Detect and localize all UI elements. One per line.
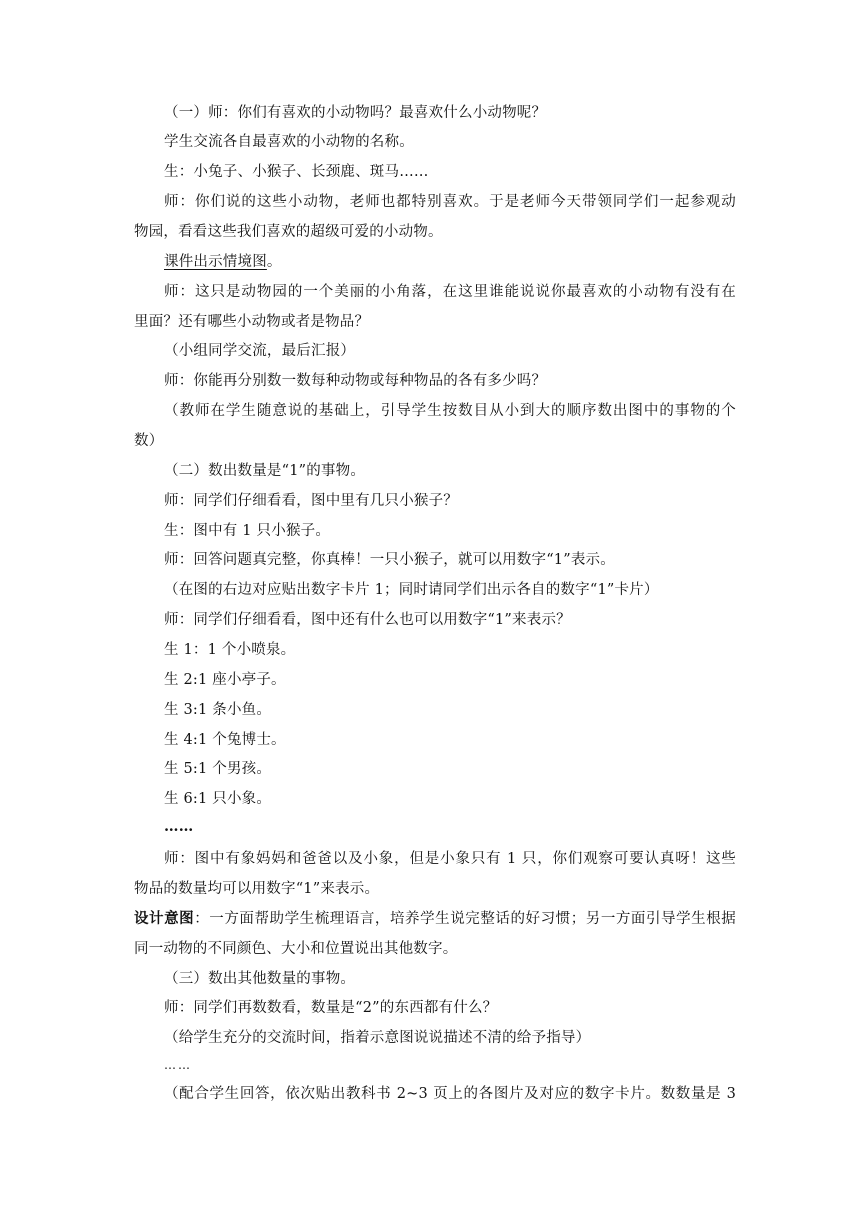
- ellipsis: ……: [164, 818, 194, 835]
- answer-line: 生 6:1 只小象。: [164, 791, 272, 807]
- paragraph: 师：你能再分别数一数每种动物或每种物品的各有多少吗？: [164, 373, 547, 389]
- design-intent-label: 设计意图: [134, 910, 195, 927]
- paragraph: （配合学生回答，依次贴出教科书 2~3 页上的各图片及对应的数字卡片。数数量是 3: [164, 1086, 736, 1102]
- paragraph: （小组同学交流，最后汇报）: [164, 343, 356, 359]
- answer-line: 生 5:1 个男孩。: [164, 761, 272, 777]
- paragraph: （给学生充分的交流时间，指着示意图说说描述不清的给予指导）: [164, 1030, 591, 1046]
- paragraph: 生：小兔子、小猴子、长颈鹿、斑马……: [164, 164, 429, 180]
- design-intent-text: ：一方面帮助学生梳理语言，培养学生说完整话的好习惯；另一方面引导学生根据: [194, 911, 736, 927]
- underlined-text: 课件出示情境图: [164, 254, 267, 270]
- paragraph: 师：回答问题真完整，你真棒！一只小猴子，就可以用数字“1”表示。: [164, 552, 615, 568]
- section-heading: （二）数出数量是“1”的事物。: [164, 463, 366, 479]
- ellipsis: ……: [164, 1058, 192, 1072]
- paragraph: 师：同学们再数数看，数量是“2”的东西都有什么？: [164, 1000, 498, 1016]
- paragraph: 师：你们说的这些小动物，老师也都特别喜欢。于是老师今天带领同学们一起参观动: [164, 194, 736, 210]
- paragraph-continuation: 同一动物的不同颜色、大小和位置说出其他数字。: [134, 941, 458, 957]
- paragraph: 师：同学们仔细看看，图中还有什么也可以用数字“1”来表示？: [164, 612, 571, 628]
- answer-line: 生 2:1 座小亭子。: [164, 672, 286, 688]
- paragraph: 生：图中有 1 只小猴子。: [164, 523, 331, 539]
- paragraph: （在图的右边对应贴出数字卡片 1；同时请同学们出示各自的数字“1”卡片）: [164, 582, 659, 598]
- answer-line: 生 1：1 个小喷泉。: [164, 642, 296, 658]
- paragraph-continuation: 物园，看看这些我们喜欢的超级可爱的小动物。: [134, 224, 443, 240]
- text: 。: [266, 254, 282, 270]
- paragraph-continuation: 数）: [134, 433, 164, 449]
- answer-line: 生 3:1 条小鱼。: [164, 702, 272, 718]
- paragraph: 师：同学们仔细看看，图中里有几只小猴子？: [164, 493, 458, 509]
- paragraph: （一）师：你们有喜欢的小动物吗？最喜欢什么小动物呢？: [164, 105, 547, 121]
- paragraph: 师：这只是动物园的一个美丽的小角落，在这里谁能说说你最喜欢的小动物有没有在: [164, 284, 736, 300]
- paragraph-continuation: 里面？还有哪些小动物或者是物品？: [134, 314, 370, 330]
- design-intent-line: [134, 909, 736, 929]
- paragraph: 师：图中有象妈妈和爸爸以及小象，但是小象只有 1 只，你们观察可要认真呀！这些: [164, 851, 736, 867]
- section-heading: （三）数出其他数量的事物。: [164, 971, 356, 987]
- courseware-line: [134, 252, 736, 272]
- answer-line: 生 4:1 个兔博士。: [164, 732, 286, 748]
- paragraph: 学生交流各自最喜欢的小动物的名称。: [164, 134, 414, 150]
- paragraph-continuation: 物品的数量均可以用数字“1”来表示。: [134, 881, 380, 897]
- paragraph: （教师在学生随意说的基础上，引导学生按数目从小到大的顺序数出图中的事物的个: [164, 403, 736, 419]
